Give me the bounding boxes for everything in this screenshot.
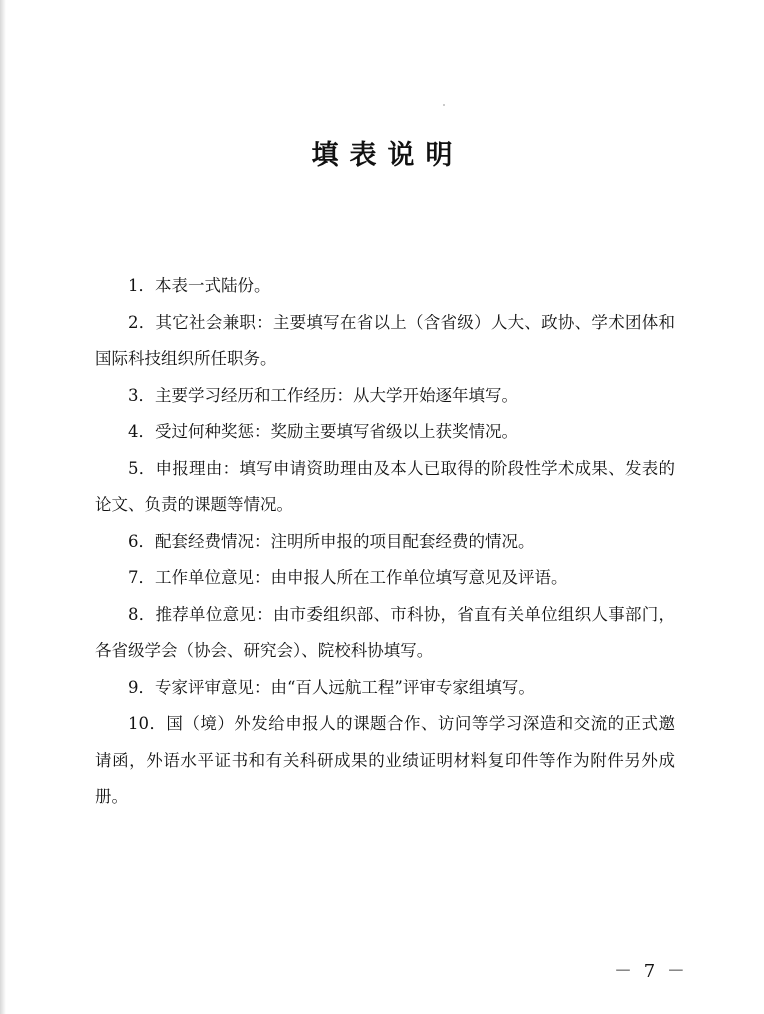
instruction-item-5: 5．申报理由：填写申请资助理由及本人已取得的阶段性学术成果、发表的论文、负责的课题等情况。 — [95, 458, 675, 514]
page-number: － 7 － — [614, 961, 688, 982]
instructions-list — [95, 268, 675, 816]
page-title: 填表说明 — [311, 140, 464, 171]
instruction-item-4: 4．受过何种奖惩：奖励主要填写省级以上获奖情况。 — [128, 422, 518, 441]
instruction-item-8: 8．推荐单位意见：由市委组织部、市科协，省直有关单位组织人事部门，各省级学会（协会、研究会）、院校科协填写。 — [95, 604, 675, 660]
instruction-item-7: 7．工作单位意见：由申报人所在工作单位填写意见及评语。 — [128, 568, 568, 587]
instruction-item-6: 6．配套经费情况：注明所申报的项目配套经费的情况。 — [128, 531, 535, 551]
instruction-item-1: 1．本表一式陆份。 — [128, 276, 271, 295]
scan-speck — [443, 104, 445, 106]
instruction-item-3: 3．主要学习经历和工作经历：从大学开始逐年填写。 — [128, 385, 518, 405]
instruction-item-2: 2．其它社会兼职：主要填写在省以上（含省级）人大、政协、学术团体和国际科技组织所任职务。 — [95, 312, 675, 368]
instruction-item-10: 10．国（境）外发给申报人的课题合作、访问等学习深造和交流的正式邀请函，外语水平证书和有关科研成果的业绩证明材料复印件等作为附件另外成册。 — [95, 714, 675, 806]
instruction-item-9: 9．专家评审意见：由“百人远航工程”评审专家组填写。 — [128, 677, 535, 697]
